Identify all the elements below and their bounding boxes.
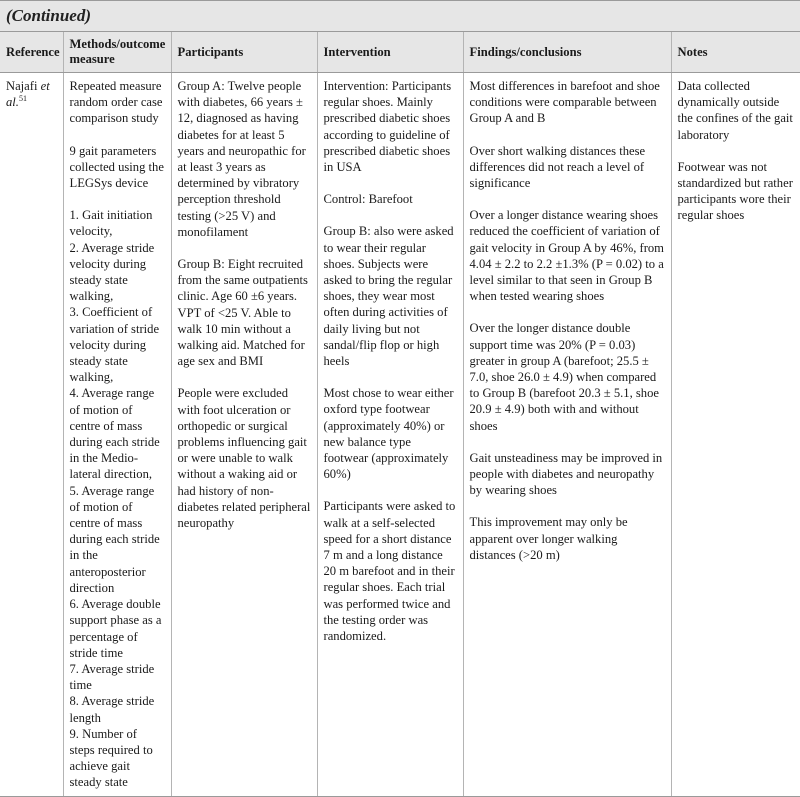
methods-item: 8. Average stride length: [69, 694, 155, 725]
notes-cell: [671, 73, 800, 797]
continued-heading: (Continued): [0, 0, 800, 32]
reference-citation: 51: [18, 94, 27, 104]
column-header-methods: Methods/outcome measure: [63, 32, 171, 73]
reference-cell: [0, 73, 63, 797]
column-header-intervention: Intervention: [317, 32, 463, 73]
methods-item: 5. Average range of motion of centre of mass during each stride in the anteroposterior direction: [69, 483, 160, 595]
methods-item: 2. Average stride velocity during steady state walking,: [69, 240, 155, 304]
findings-paragraph: Over a longer distance wearing shoes reduced the coefficient of variation of gait velocity in Group A by 46%, from 4.04 ± 2.2 to 2.2 ±1.3% (P = 0.02) to a level similar to that seen in Group B when tested wearing shoes: [469, 208, 664, 304]
column-header-notes: Notes: [671, 32, 800, 73]
methods-item: 6. Average double support phase as a percentage of stride time: [69, 597, 162, 660]
participants-cell: [171, 73, 317, 797]
evidence-table: [0, 32, 800, 797]
participants-paragraph: People were excluded with foot ulceration or orthopedic or surgical problems influencing gait or were unable to walk without a waking aid or had history of non-diabetes related peripheral neuropathy: [177, 386, 311, 531]
findings-cell: [463, 73, 671, 797]
findings-paragraph: Over the longer distance double support time was 20% (P = 0.03) greater in group A (barefoot; 25.5 ± 7.0, shoe 26.0 ± 4.9) when compared to Group B (barefoot 20.3 ± 5.1, shoe 20.9 ± 4.9) both with and without shoes: [469, 321, 659, 433]
intervention-cell: [317, 73, 463, 797]
findings-paragraph: Gait unsteadiness may be improved in people with diabetes and neuropathy by wearing shoes: [469, 450, 663, 498]
findings-paragraph: Over short walking distances these differences did not reach a level of significance: [469, 143, 646, 191]
notes-paragraph: Data collected dynamically outside the confines of the gait laboratory: [677, 79, 793, 142]
methods-intro: Repeated measure random order case comparison study: [69, 79, 163, 126]
methods-item: 3. Coefficient of variation of stride velocity during steady state walking,: [69, 305, 160, 385]
findings-paragraph: Most differences in barefoot and shoe conditions were comparable between Group A and B: [469, 79, 660, 126]
column-header-reference: Reference: [0, 32, 63, 73]
participants-paragraph: Group B: Eight recruited from the same outpatients clinic. Age 60 ±6 years. VPT of <25 V. Able to walk 10 min without a walking aid. Matched for age sex and BMI: [177, 257, 308, 369]
intervention-paragraph: Intervention: Participants regular shoes. Mainly prescribed diabetic shoes according to guideline of prescribed diabetic shoes in USA: [323, 79, 452, 175]
reference-author: Najafi: [6, 79, 38, 93]
participants-paragraph: Group A: Twelve people with diabetes, 66 years ± 12, diagnosed as having diabetes for at least 5 years and neuropathic for at least 3 years as determined by vibratory perception threshold testing (>25 V) and monofilament: [177, 79, 306, 239]
intervention-paragraph: Control: Barefoot: [323, 192, 413, 207]
column-header-findings: Findings/conclusions: [463, 32, 671, 73]
methods-item: 4. Average range of motion of centre of mass during each stride in the Medio-lateral direction,: [69, 386, 160, 482]
methods-item: 1. Gait initiation velocity,: [69, 208, 153, 239]
methods-parameters: 9 gait parameters collected using the LEGSys device: [69, 143, 164, 191]
methods-item: 9. Number of steps required to achieve gait steady state: [69, 726, 153, 790]
notes-paragraph: Footwear was not standardized but rather participants wore their regular shoes: [677, 159, 793, 223]
reference-etal: et al.: [6, 79, 50, 110]
intervention-paragraph: Participants were asked to walk at a self-selected speed for a short distance 7 m and a long distance 20 m barefoot and in their regular shoes. Each trial was performed twice and the testing order was randomized.: [323, 499, 456, 644]
table-row: [0, 73, 800, 797]
methods-item: 7. Average stride time: [69, 661, 155, 693]
findings-paragraph: This improvement may only be apparent over longer walking distances (>20 m): [469, 515, 628, 562]
intervention-paragraph: Most chose to wear either oxford type footwear (approximately 40%) or new balance type footwear (approximately 60%): [323, 386, 454, 482]
intervention-paragraph: Group B: also were asked to wear their regular shoes. Subjects were asked to bring the regular shoes, they wear most often during activities of daily living but not sandal/flip flop or high heels: [323, 224, 454, 369]
methods-cell: [63, 73, 171, 797]
table-header-row: [0, 32, 800, 73]
column-header-participants: Participants: [171, 32, 317, 73]
